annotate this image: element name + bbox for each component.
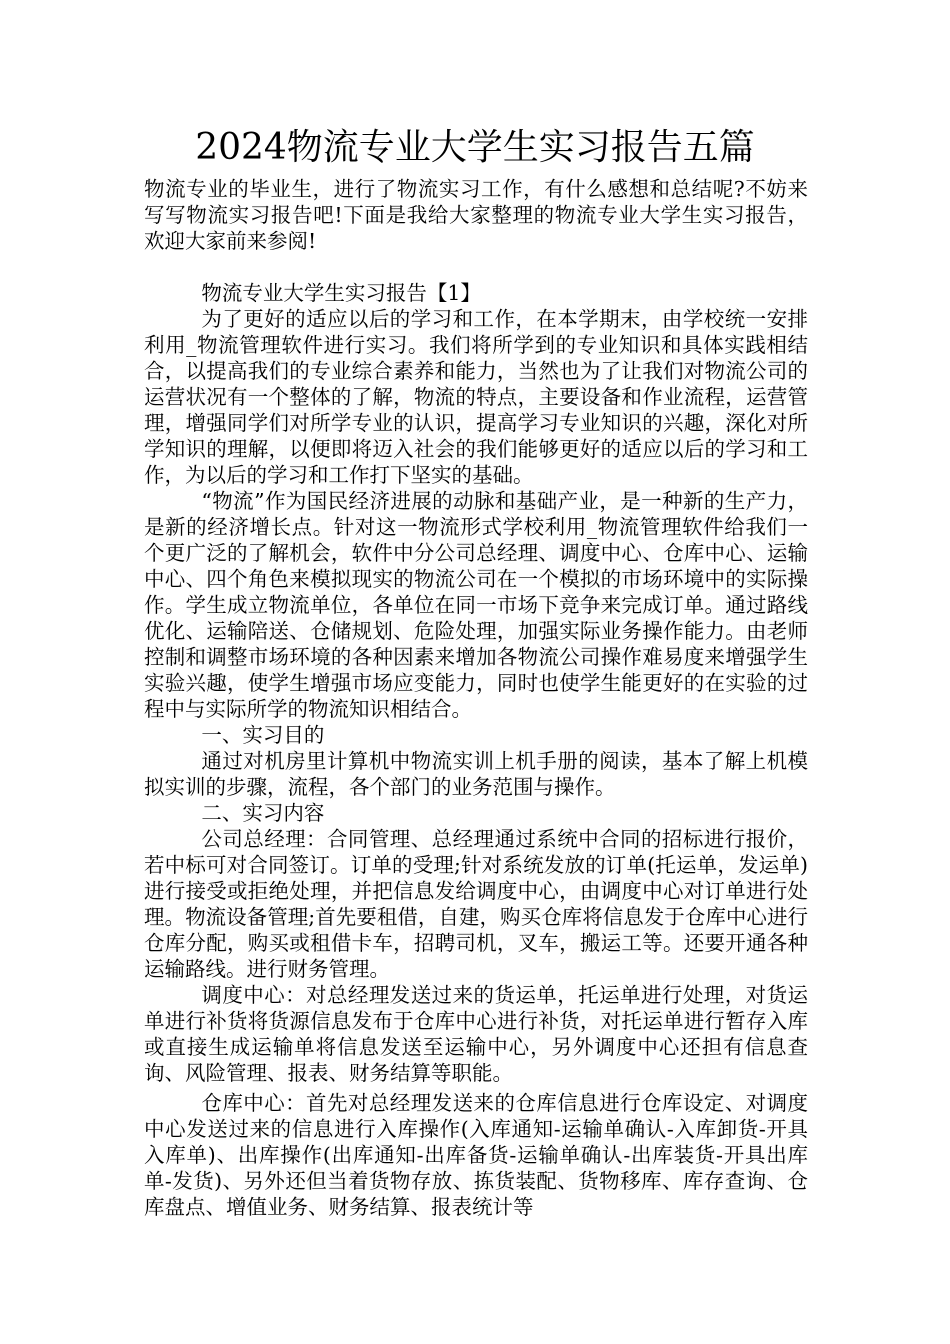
body-paragraph: “物流”作为国民经济进展的动脉和基础产业，是一种新的生产力，是新的经济增长点。针对这一物流形式学校利用_物流管理软件给我们一个更广泛的了解机会，软件中分公司总经理、调度中心、仓库中心、运输中心、四个角色来模拟现实的物流公司在一个模拟的市场环境中的实际操作。学生成立物流单位，各单位在同一市场下竞争来完成订单。通过路线优化、运输陪送、仓储规划、危险处理，加强实际业务操作能力。由老师控制和调整市场环境的各种因素来增加各物流公司操作难易度来增强学生实验兴趣，使学生增强市场应变能力，同时也使学生能更好的在实验的过程中与实际所学的物流知识相结合。 (144, 489, 808, 721)
subheading-purpose: 一、实习目的 (201, 723, 325, 747)
intro-paragraph: 物流专业的毕业生，进行了物流实习工作，有什么感想和总结呢?不妨来写写物流实习报告吧!下面是我给大家整理的物流专业大学生实习报告，欢迎大家前来参阅! (144, 177, 808, 253)
body-paragraph: 调度中心：对总经理发送过来的货运单，托运单进行处理，对货运单进行补货将货源信息发布于仓库中心进行补货，对托运单进行暂存入库或直接生成运输单将信息发送至运输中心，另外调度中心还担有信息查询、风险管理、报表、财务结算等职能。 (144, 983, 808, 1085)
subheading-content: 二、实习内容 (201, 801, 325, 825)
body-paragraph: 仓库中心：首先对总经理发送来的仓库信息进行仓库设定、对调度中心发送过来的信息进行入库操作(入库通知-运输单确认-入库卸货-开具入库单)、出库操作(出库通知-出库备货-运输单确认-出库装货-开具出库单-发货)、另外还但当着货物存放、拣货装配、货物移库、库存查询、仓库盘点、增值业务、财务结算、报表统计等 (144, 1091, 808, 1219)
document-body (144, 176, 808, 1220)
section-heading: 物流专业大学生实习报告【1】 (201, 281, 481, 305)
document-title: 2024物流专业大学生实习报告五篇 (195, 127, 755, 168)
body-paragraph: 通过对机房里计算机中物流实训上机手册的阅读，基本了解上机模拟实训的步骤，流程，各个部门的业务范围与操作。 (144, 749, 808, 799)
body-paragraph: 公司总经理：合同管理、总经理通过系统中合同的招标进行报价，若中标可对合同签订。订单的受理;针对系统发放的订单(托运单，发运单)进行接受或拒绝处理，并把信息发给调度中心，由调度中心对订单进行处理。物流设备管理;首先要租借，自建，购买仓库将信息发于仓库中心进行仓库分配，购买或租借卡车，招聘司机，叉车，搬运工等。还要开通各种运输路线。进行财务管理。 (144, 827, 808, 981)
body-paragraph: 为了更好的适应以后的学习和工作，在本学期末，由学校统一安排利用_物流管理软件进行实习。我们将所学到的专业知识和具体实践相结合，以提高我们的专业综合素养和能力，当然也为了让我们对物流公司的运营状况有一个整体的了解，物流的特点，主要设备和作业流程，运营管理，增强同学们对所学专业的认识，提高学习专业知识的兴趣，深化对所学知识的理解，以便即将迈入社会的我们能够更好的适应以后的学习和工作，为以后的学习和工作打下坚实的基础。 (144, 307, 808, 487)
